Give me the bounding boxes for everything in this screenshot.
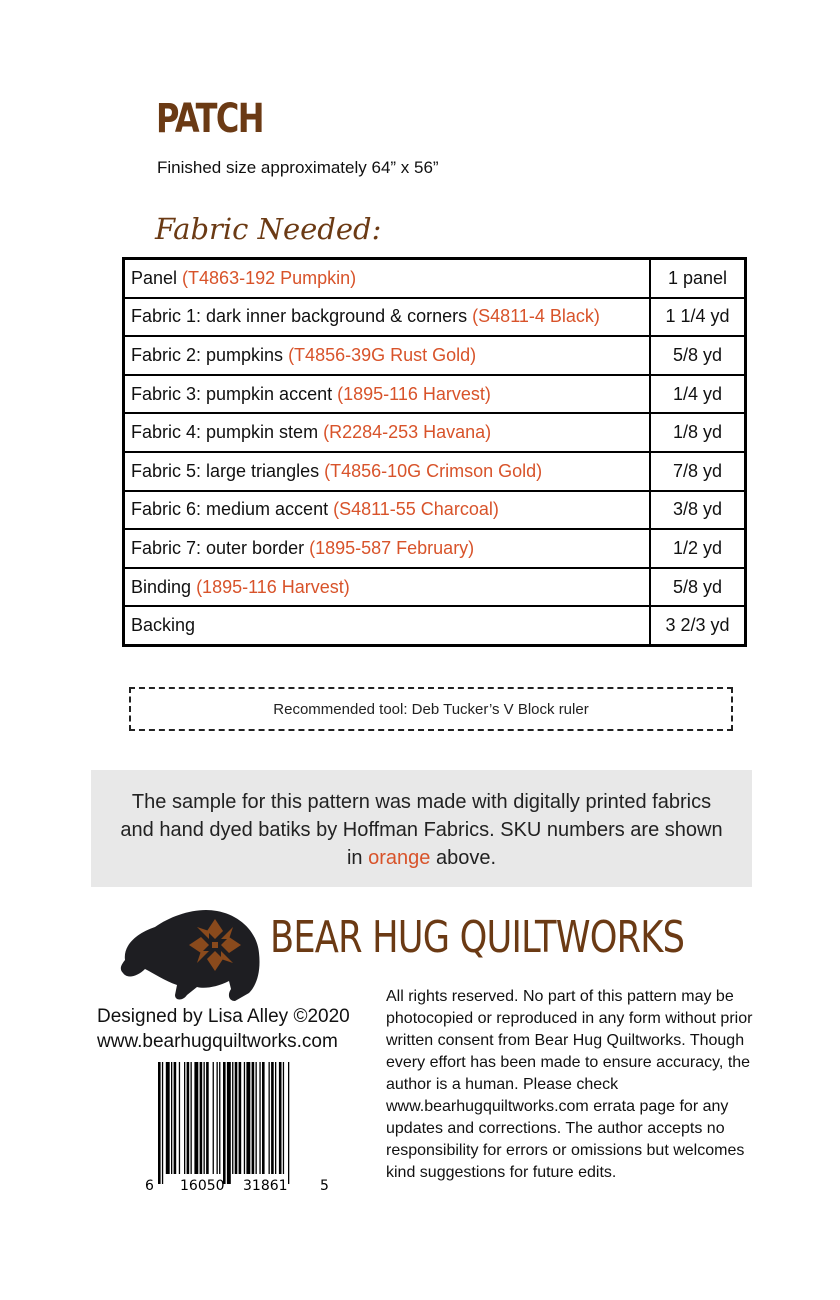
fabric-table	[122, 257, 747, 647]
fabric-label: Fabric 3: pumpkin accent	[131, 383, 338, 404]
fabric-label: Binding	[131, 576, 197, 597]
fabric-label: Fabric 6: medium accent	[131, 499, 334, 520]
fabric-row	[124, 491, 746, 530]
sample-note	[91, 770, 752, 887]
barcode-bar	[158, 1062, 161, 1184]
barcode-bar	[283, 1062, 284, 1174]
barcode-bar	[279, 1062, 282, 1174]
barcode-bar	[162, 1062, 163, 1184]
fabric-amount: 1/4 yd	[650, 375, 746, 414]
fabric-sku: (1895-116 Harvest)	[196, 576, 350, 597]
fabric-label: Panel	[131, 267, 183, 288]
fabric-row	[124, 452, 746, 491]
barcode-bar	[171, 1062, 172, 1174]
barcode-bar	[187, 1062, 190, 1174]
fabric-amount: 1 panel	[650, 259, 746, 298]
fabric-description	[124, 529, 651, 568]
barcode-digits-3: 31861	[243, 1178, 288, 1194]
fabric-sku: (S4811-55 Charcoal)	[333, 499, 499, 520]
fabric-sku: (T4856-39G Rust Gold)	[288, 344, 477, 365]
fabric-description	[124, 259, 651, 298]
barcode-bar	[269, 1062, 270, 1174]
fabric-amount: 1/2 yd	[650, 529, 746, 568]
barcode-bar	[252, 1062, 255, 1174]
barcode-bar	[244, 1062, 245, 1174]
fabric-row	[124, 606, 746, 645]
barcode-bar	[200, 1062, 203, 1174]
fabric-label: Fabric 7: outer border	[131, 537, 310, 558]
fabric-amount: 5/8 yd	[650, 568, 746, 607]
barcode-bar	[235, 1062, 238, 1174]
barcode-bar	[232, 1062, 233, 1174]
fabric-label: Fabric 4: pumpkin stem	[131, 422, 324, 443]
recommended-tool-box	[129, 687, 733, 731]
note-line-3-pre: in	[346, 847, 369, 869]
fabric-description	[124, 413, 651, 452]
barcode-bar	[204, 1062, 205, 1174]
fabric-sku: (R2284-253 Havana)	[323, 422, 492, 443]
note-orange-word: orange	[368, 847, 431, 869]
fabric-row	[124, 529, 746, 568]
barcode-bar	[194, 1062, 198, 1174]
fabric-label: Fabric 2: pumpkins	[131, 344, 289, 365]
website-link[interactable]: www.bearhugquiltworks.com	[97, 1031, 338, 1052]
designer-credit: Designed by Lisa Alley ©2020	[97, 1006, 350, 1027]
fabric-description	[124, 606, 651, 645]
finished-size: Finished size approximately 64” x 56”	[157, 158, 439, 177]
barcode-bar	[256, 1062, 257, 1174]
pattern-title: PATCH	[156, 96, 263, 142]
fabric-needed-heading: Fabric Needed:	[155, 212, 382, 246]
fabric-row	[124, 375, 746, 414]
fabric-amount: 3 2/3 yd	[650, 606, 746, 645]
fabric-sku: (1895-116 Harvest)	[337, 383, 491, 404]
fabric-amount: 7/8 yd	[650, 452, 746, 491]
fabric-amount: 3/8 yd	[650, 491, 746, 530]
fabric-description	[124, 336, 651, 375]
fabric-description	[124, 491, 651, 530]
barcode-bar	[174, 1062, 177, 1174]
barcode-digits-2: 16050	[180, 1178, 225, 1194]
fabric-amount: 1/8 yd	[650, 413, 746, 452]
fabric-description	[124, 568, 651, 607]
recommended-tool-text: Recommended tool: Deb Tucker’s V Block ruler	[273, 700, 589, 718]
note-line-3	[101, 844, 742, 872]
bear-logo-icon	[117, 905, 267, 1005]
fabric-amount: 5/8 yd	[650, 336, 746, 375]
brand-name: BEAR HUG QUILTWORKS	[270, 912, 685, 963]
fabric-row	[124, 336, 746, 375]
note-line-3-post: above.	[430, 847, 496, 869]
fabric-sku: (S4811-4 Black)	[472, 306, 600, 327]
barcode-bar	[179, 1062, 180, 1174]
barcode-bar	[227, 1062, 231, 1184]
barcode-bar	[288, 1062, 289, 1184]
rights-notice: All rights reserved. No part of this pattern may be photocopied or reproduced in any form without prior written consent from Bear Hug Quiltworks. Though every effort has been made to ensure accuracy, the author is a human. Please check www.bearhugquiltworks.com errata page for any updates and corrections. The author accepts no responsibility for errors or omissions but welcomes kind suggestions for future edits.	[386, 988, 753, 1181]
fabric-description	[124, 375, 651, 414]
fabric-description	[124, 298, 651, 337]
barcode-digit-4: 5	[320, 1178, 329, 1194]
barcode-bar	[191, 1062, 192, 1174]
barcode-bar	[166, 1062, 170, 1174]
barcode-bar	[275, 1062, 276, 1174]
barcode	[140, 1062, 335, 1197]
fabric-row	[124, 298, 746, 337]
barcode-bar	[223, 1062, 226, 1184]
fabric-label: Fabric 5: large triangles	[131, 460, 325, 481]
fabric-label: Fabric 1: dark inner background & corners	[131, 306, 473, 327]
fabric-label: Backing	[131, 615, 196, 636]
note-line-2: and hand dyed batiks by Hoffman Fabrics. SKU numbers are shown	[120, 819, 723, 841]
fabric-sku: (T4863-192 Pumpkin)	[182, 267, 357, 288]
fabric-row	[124, 568, 746, 607]
note-line-1: The sample for this pattern was made with digitally printed fabrics	[131, 791, 712, 813]
barcode-bar	[246, 1062, 250, 1174]
fabric-sku: (T4856-10G Crimson Gold)	[324, 460, 543, 481]
barcode-bar	[217, 1062, 218, 1174]
barcode-bar	[259, 1062, 260, 1174]
barcode-bar	[184, 1062, 185, 1174]
barcode-bar	[219, 1062, 220, 1174]
barcode-digit-1: 6	[145, 1178, 154, 1194]
barcode-bar	[239, 1062, 242, 1174]
fabric-row	[124, 413, 746, 452]
barcode-bar	[271, 1062, 274, 1174]
fabric-sku: (1895-587 February)	[309, 537, 475, 558]
barcode-bar	[206, 1062, 209, 1174]
fabric-description	[124, 452, 651, 491]
barcode-bar	[213, 1062, 214, 1174]
fabric-row	[124, 259, 746, 298]
designer-block	[97, 1004, 350, 1054]
barcode-bar	[262, 1062, 265, 1174]
fabric-amount: 1 1/4 yd	[650, 298, 746, 337]
